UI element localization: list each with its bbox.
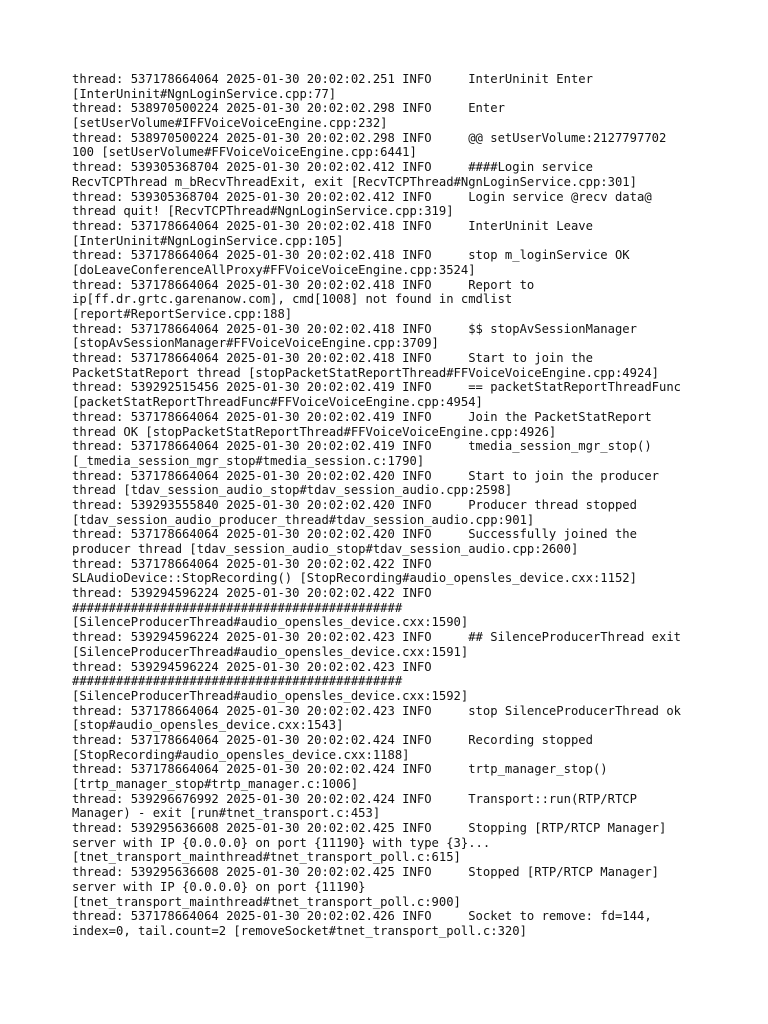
log-line: SLAudioDevice::StopRecording() [StopRecording#audio_opensles_device.cxx:1152]: [72, 571, 637, 586]
log-line: thread: 538970500224 2025-01-30 20:02:02.298 INFO @@ setUserVolume:2127797702: [72, 130, 667, 145]
log-line: thread: 539294596224 2025-01-30 20:02:02.423 INFO: [72, 659, 432, 674]
log-line: thread: 539296676992 2025-01-30 20:02:02.424 INFO Transport::run(RTP/RTCP: [72, 791, 637, 806]
log-line: thread quit! [RecvTCPThread#NgnLoginService.cpp:319]: [72, 204, 454, 219]
log-line: [_tmedia_session_mgr_stop#tmedia_session.c:1790]: [72, 453, 425, 468]
log-line: PacketStatReport thread [stopPacketStatReportThread#FFVoiceVoiceEngine.cpp:4924]: [72, 365, 659, 380]
log-line: thread: 537178664064 2025-01-30 20:02:02.418 INFO InterUninit Leave: [72, 218, 593, 233]
log-line: thread: 538970500224 2025-01-30 20:02:02.298 INFO Enter: [72, 101, 505, 116]
log-line: thread: 537178664064 2025-01-30 20:02:02.419 INFO tmedia_session_mgr_stop(): [72, 439, 652, 454]
log-line: [SilenceProducerThread#audio_opensles_device.cxx:1591]: [72, 644, 469, 659]
log-line: [doLeaveConferenceAllProxy#FFVoiceVoiceEngine.cpp:3524]: [72, 262, 476, 277]
log-line: thread: 537178664064 2025-01-30 20:02:02.251 INFO InterUninit Enter: [72, 72, 593, 86]
log-line: [packetStatReportThreadFunc#FFVoiceVoiceEngine.cpp:4954]: [72, 395, 483, 410]
log-line: [StopRecording#audio_opensles_device.cxx:1188]: [72, 747, 410, 762]
log-line: thread: 537178664064 2025-01-30 20:02:02.426 INFO Socket to remove: fd=144,: [72, 909, 652, 924]
log-line: thread: 539305368704 2025-01-30 20:02:02.412 INFO Login service @recv data@: [72, 189, 652, 204]
log-line: thread: 537178664064 2025-01-30 20:02:02.422 INFO: [72, 556, 432, 571]
log-line: [SilenceProducerThread#audio_opensles_device.cxx:1590]: [72, 615, 469, 630]
log-document: [72, 72, 712, 939]
log-line: thread: 537178664064 2025-01-30 20:02:02.424 INFO Recording stopped: [72, 732, 593, 747]
log-line: thread: 539294596224 2025-01-30 20:02:02.422 INFO: [72, 586, 432, 601]
log-line: [stopAvSessionManager#FFVoiceVoiceEngine.cpp:3709]: [72, 336, 439, 351]
log-line: index=0, tail.count=2 [removeSocket#tnet_transport_poll.c:320]: [72, 923, 527, 938]
log-line: thread: 539292515456 2025-01-30 20:02:02.419 INFO == packetStatReportThreadFunc: [72, 380, 682, 395]
log-line: thread: 539305368704 2025-01-30 20:02:02.412 INFO ####Login service: [72, 160, 593, 175]
log-line: [report#ReportService.cpp:188]: [72, 307, 293, 321]
log-line: RecvTCPThread m_bRecvThreadExit, exit [RecvTCPThread#NgnLoginService.cpp:301]: [72, 174, 637, 189]
log-line: server with IP {0.0.0.0} on port {11190}: [72, 879, 366, 894]
log-line: [tdav_session_audio_producer_thread#tdav_session_audio.cpp:901]: [72, 512, 535, 527]
log-line: #############################################: [72, 600, 403, 615]
log-line: [trtp_manager_stop#trtp_manager.c:1006]: [72, 777, 359, 791]
log-line: thread: 537178664064 2025-01-30 20:02:02.420 INFO Successfully joined the: [72, 527, 637, 542]
log-line: [SilenceProducerThread#audio_opensles_device.cxx:1592]: [72, 688, 469, 703]
log-line: [setUserVolume#IFFVoiceVoiceEngine.cpp:232]: [72, 116, 388, 131]
log-line: producer thread [tdav_session_audio_stop#tdav_session_audio.cpp:2600]: [72, 542, 579, 556]
log-line: thread OK [stopPacketStatReportThread#FFVoiceVoiceEngine.cpp:4926]: [72, 424, 557, 439]
log-line: thread: 537178664064 2025-01-30 20:02:02.418 INFO Report to: [72, 277, 535, 292]
log-line: [tnet_transport_mainthread#tnet_transport_poll.c:900]: [72, 894, 461, 909]
log-line: thread: 539294596224 2025-01-30 20:02:02.423 INFO ## SilenceProducerThread exit: [72, 630, 682, 645]
log-line: thread: 537178664064 2025-01-30 20:02:02.420 INFO Start to join the producer: [72, 468, 659, 483]
log-line: thread: 537178664064 2025-01-30 20:02:02.418 INFO Start to join the: [72, 351, 593, 366]
log-line: [InterUninit#NgnLoginService.cpp:77]: [72, 86, 337, 101]
log-line: server with IP {0.0.0.0} on port {11190} with type {3}...: [72, 835, 491, 850]
log-line: thread: 539293555840 2025-01-30 20:02:02.420 INFO Producer thread stopped: [72, 497, 637, 512]
log-line: 100 [setUserVolume#FFVoiceVoiceEngine.cpp:6441]: [72, 145, 417, 160]
log-line: [tnet_transport_mainthread#tnet_transport_poll.c:615]: [72, 850, 461, 865]
log-line: thread: 539295636608 2025-01-30 20:02:02.425 INFO Stopping [RTP/RTCP Manager]: [72, 821, 667, 836]
log-line: thread: 537178664064 2025-01-30 20:02:02.423 INFO stop SilenceProducerThread ok: [72, 703, 682, 718]
log-line: #############################################: [72, 674, 403, 689]
log-line: [stop#audio_opensles_device.cxx:1543]: [72, 718, 344, 733]
log-line: thread: 537178664064 2025-01-30 20:02:02.418 INFO $$ stopAvSessionManager: [72, 321, 637, 336]
log-line: thread: 537178664064 2025-01-30 20:02:02.418 INFO stop m_loginService OK: [72, 248, 630, 263]
log-line: Manager) - exit [run#tnet_transport.c:453]: [72, 806, 381, 821]
log-line: [InterUninit#NgnLoginService.cpp:105]: [72, 233, 344, 248]
log-line: thread [tdav_session_audio_stop#tdav_session_audio.cpp:2598]: [72, 483, 513, 498]
log-line: thread: 537178664064 2025-01-30 20:02:02.424 INFO trtp_manager_stop(): [72, 762, 608, 777]
log-line: thread: 539295636608 2025-01-30 20:02:02.425 INFO Stopped [RTP/RTCP Manager]: [72, 865, 659, 880]
log-line: ip[ff.dr.grtc.garenanow.com], cmd[1008] not found in cmdlist: [72, 292, 513, 307]
log-line: thread: 537178664064 2025-01-30 20:02:02.419 INFO Join the PacketStatReport: [72, 409, 652, 424]
